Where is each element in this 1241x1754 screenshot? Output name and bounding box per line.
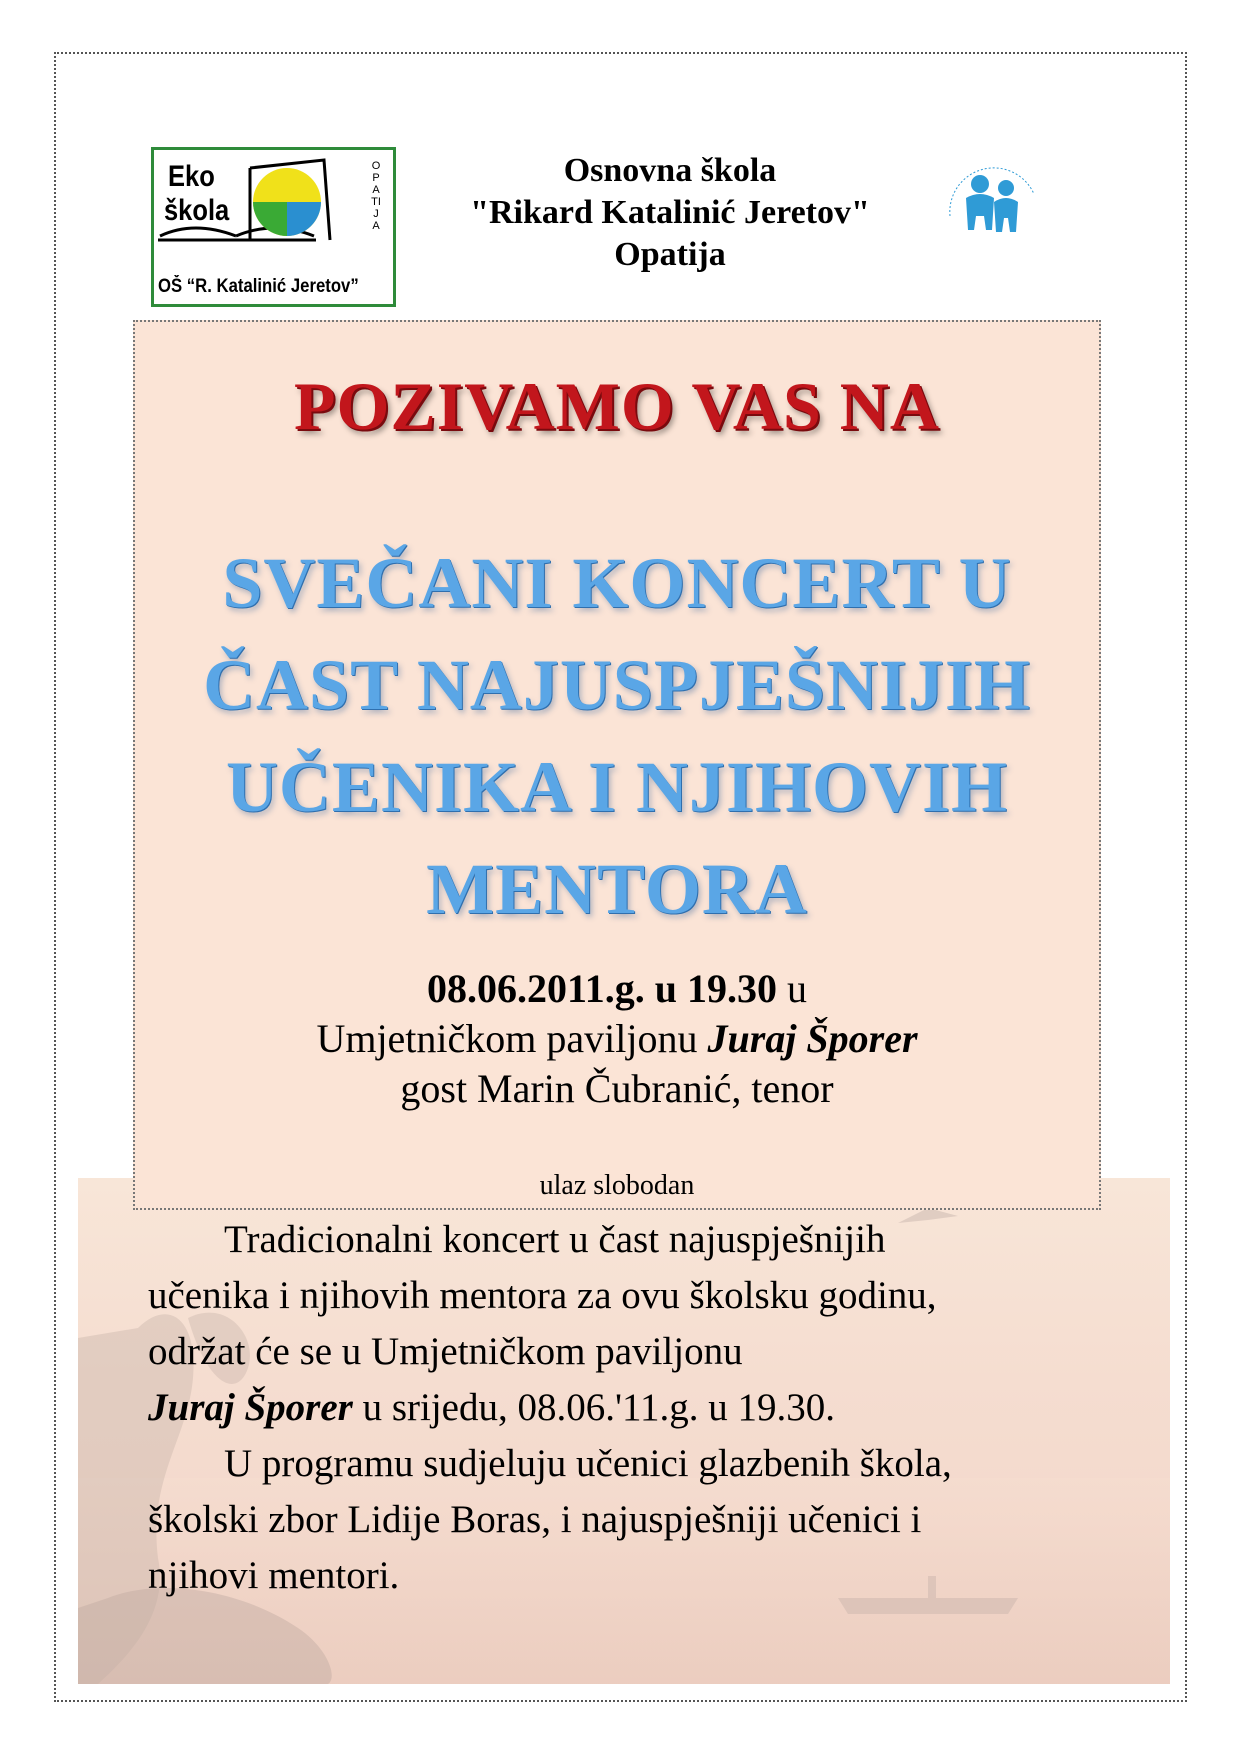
concert-title-line: UČENIKA I NJIHOVIH [225, 747, 1009, 827]
description-line: školski zbor Lidije Boras, i najuspješniji učenici i [148, 1498, 922, 1541]
skola-word: škola [164, 194, 230, 227]
eko-word: Eko [168, 160, 215, 193]
description-paragraph [148, 1212, 1108, 1436]
school-type: Osnovna škola [563, 152, 777, 189]
event-date-tail: u [777, 966, 808, 1011]
venue-name: Juraj Šporer [707, 1016, 918, 1061]
description-line: održat će se u Umjetničkom paviljonu [148, 1330, 743, 1373]
concert-title-line: ČAST NAJUSPJEŠNIJIH [203, 645, 1031, 725]
event-venue [135, 1014, 1099, 1064]
invitation-heading: POZIVAMO VAS NA [293, 368, 941, 444]
description-line: u srijedu, 08.06.'11.g. u 19.30. [352, 1386, 836, 1429]
description-line: U programu sudjeluju učenici glazbenih škola, [224, 1442, 952, 1485]
venue-prefix: Umjetničkom paviljonu [316, 1016, 708, 1061]
description-paragraph [148, 1436, 1108, 1604]
description-line: njihovi mentori. [148, 1554, 400, 1597]
description-line: učenika i njihovih mentora za ovu školsku godinu, [148, 1274, 937, 1317]
event-guest: gost Marin Čubranić, tenor [400, 1066, 834, 1111]
eko-school-logo [151, 147, 396, 307]
event-date [135, 964, 1099, 1014]
event-description [148, 1212, 1108, 1604]
concert-title [135, 532, 1099, 940]
eko-logo-caption: OŠ “R. Katalinić Jeretov” [158, 276, 359, 297]
description-venue-name: Juraj Šporer [148, 1386, 353, 1429]
concert-title-line: SVEČANI KONCERT U [222, 543, 1012, 623]
event-date-time: 08.06.2011.g. u 19.30 [426, 966, 778, 1011]
invitation-box [133, 320, 1101, 1210]
concert-title-line: MENTORA [426, 849, 808, 929]
opatija-vertical-text: OPATIJA [371, 160, 381, 232]
school-name: "Rikard Katalinić Jeretov" [470, 194, 870, 231]
people-icon [932, 154, 1052, 254]
school-city: Opatija [614, 236, 726, 273]
entry-note: ulaz slobodan [539, 1170, 695, 1201]
anti-violence-logo [932, 154, 1052, 254]
school-header [400, 150, 940, 276]
description-line: Tradicionalni koncert u čast najuspješnijih [224, 1218, 886, 1261]
